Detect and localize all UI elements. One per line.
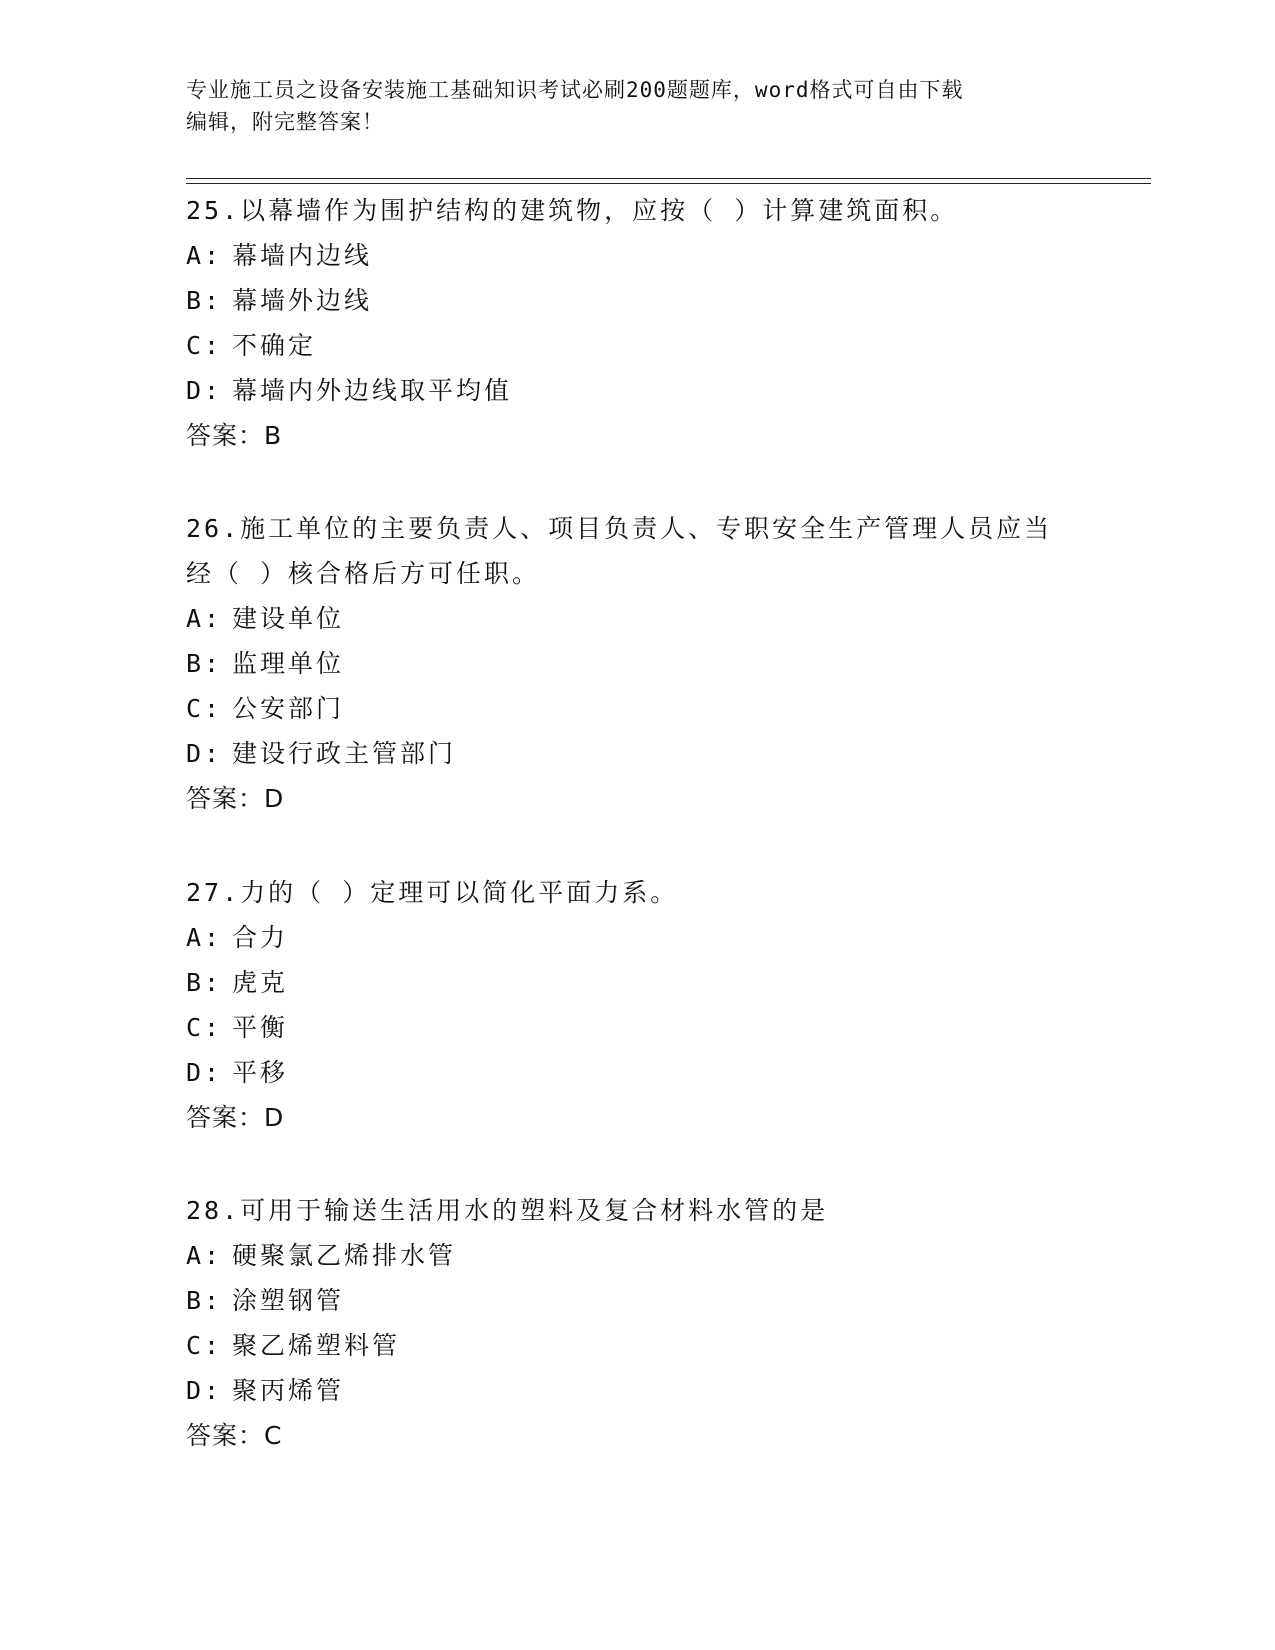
option-letter: B: [186, 1286, 223, 1315]
question-25 [186, 188, 1086, 459]
option-letter: B: [186, 286, 223, 315]
answer: 答案：D [186, 784, 285, 813]
option-letter: D: [186, 1058, 223, 1087]
option-b [186, 641, 1086, 686]
option-letter: A: [186, 241, 223, 270]
question-28 [186, 1188, 1086, 1459]
option-text: 聚乙烯塑料管 [232, 1331, 401, 1360]
option-a [186, 915, 1086, 960]
option-c [186, 323, 1086, 368]
answer: 答案：C [186, 1421, 283, 1450]
option-letter: D: [186, 376, 223, 405]
option-a [186, 596, 1086, 641]
option-letter: C: [186, 694, 223, 723]
option-c [186, 686, 1086, 731]
question-stem: 28.可用于输送生活用水的塑料及复合材料水管的是 [186, 1196, 829, 1225]
option-letter: C: [186, 331, 223, 360]
option-text: 聚丙烯管 [232, 1376, 345, 1405]
question-stem: 27.力的（ ）定理可以简化平面力系。 [186, 878, 679, 907]
option-text: 平移 [232, 1058, 289, 1087]
option-letter: B: [186, 649, 223, 678]
option-letter: A: [186, 604, 223, 633]
question-stem-continued: 经（ ）核合格后方可任职。 [186, 559, 541, 588]
option-text: 平衡 [232, 1013, 289, 1042]
option-text: 监理单位 [232, 649, 345, 678]
option-a [186, 233, 1086, 278]
header-divider-bottom [186, 183, 1151, 184]
option-text: 不确定 [232, 331, 317, 360]
option-text: 幕墙内边线 [232, 241, 373, 270]
option-d [186, 1050, 1086, 1095]
option-letter: B: [186, 968, 223, 997]
answer: 答案：B [186, 421, 283, 450]
option-letter: C: [186, 1013, 223, 1042]
answer: 答案：D [186, 1103, 285, 1132]
option-text: 合力 [232, 923, 289, 952]
option-a [186, 1233, 1086, 1278]
question-stem: 26.施工单位的主要负责人、项目负责人、专职安全生产管理人员应当 [186, 514, 1053, 543]
question-26 [186, 506, 1086, 822]
option-text: 虎克 [232, 968, 289, 997]
option-d [186, 731, 1086, 776]
option-b [186, 960, 1086, 1005]
option-letter: D: [186, 1376, 223, 1405]
option-letter: D: [186, 739, 223, 768]
option-letter: A: [186, 1241, 223, 1270]
option-c [186, 1005, 1086, 1050]
option-c [186, 1323, 1086, 1368]
option-text: 建设行政主管部门 [232, 739, 457, 768]
header-line-2: 编辑，附完整答案！ [186, 110, 384, 134]
option-d [186, 1368, 1086, 1413]
question-27 [186, 870, 1086, 1141]
option-text: 幕墙内外边线取平均值 [232, 376, 513, 405]
option-b [186, 278, 1086, 323]
option-text: 涂塑钢管 [232, 1286, 345, 1315]
option-text: 硬聚氯乙烯排水管 [232, 1241, 457, 1270]
option-d [186, 368, 1086, 413]
option-letter: C: [186, 1331, 223, 1360]
option-text: 幕墙外边线 [232, 286, 373, 315]
header-divider-top [186, 178, 1151, 179]
option-text: 公安部门 [232, 694, 345, 723]
option-b [186, 1278, 1086, 1323]
question-stem: 25.以幕墙作为围护结构的建筑物，应按（ ）计算建筑面积。 [186, 196, 959, 225]
header-line-1: 专业施工员之设备安装施工基础知识考试必刷200题题库，word格式可自由下载 [186, 78, 964, 102]
option-letter: A: [186, 923, 223, 952]
option-text: 建设单位 [232, 604, 345, 633]
document-header [186, 74, 1066, 138]
